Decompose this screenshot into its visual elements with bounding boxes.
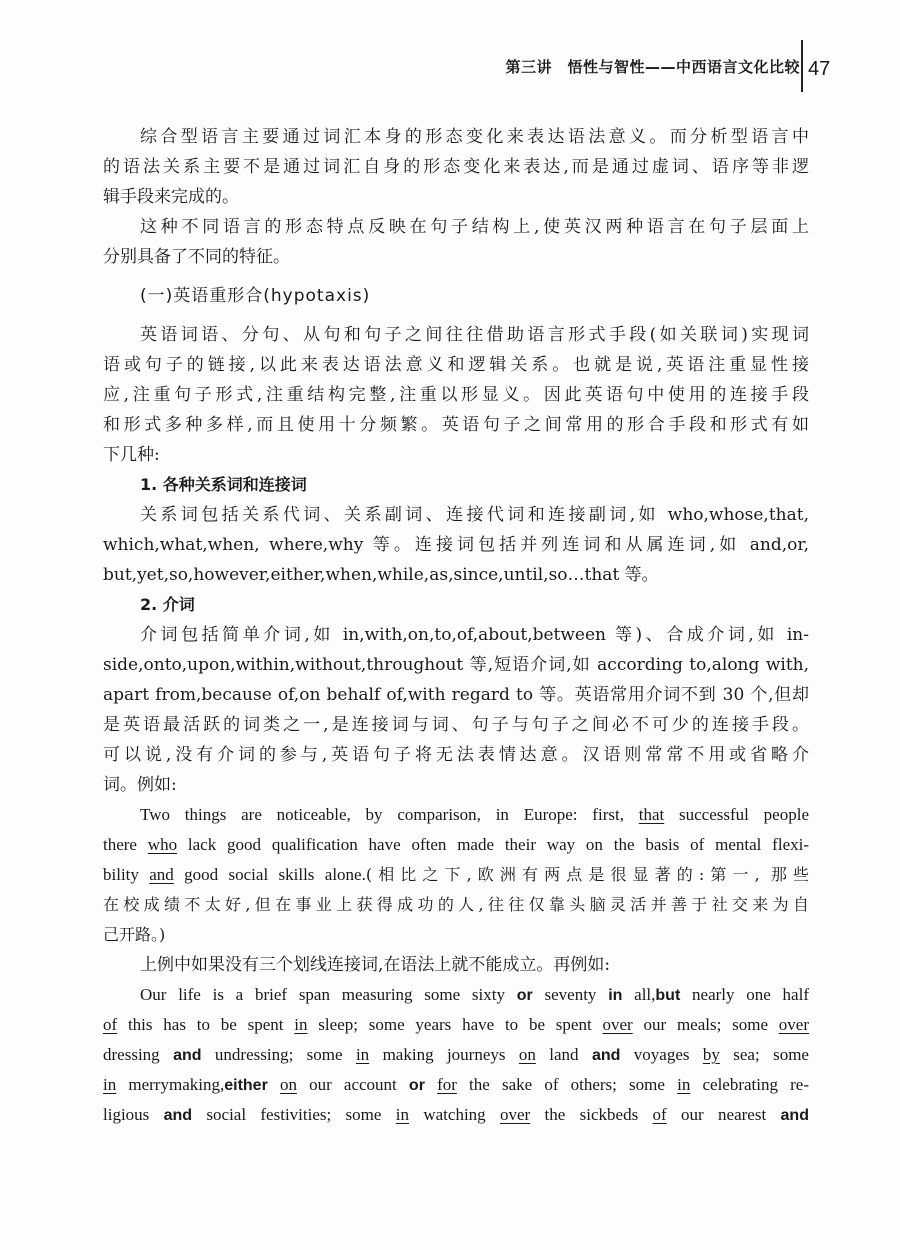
example-line: bility and good social skills alone.(相比之下,欧洲有两点是很显著的:第一, 那些 xyxy=(103,865,809,884)
text-line: 英语词语、分句、从句和句子之间往往借助语言形式手段(如关联词)实现词 xyxy=(140,325,809,345)
text-line: 词。例如: xyxy=(103,775,177,795)
text-line: 和形式多种多样,而且使用十分频繁。英语句子之间常用的形合手段和形式有如 xyxy=(103,415,809,435)
example-line: dressing and undressing; some in making journeys on land and voyages by sea; some xyxy=(103,1045,809,1064)
text-line: side,onto,upon,within,without,throughout 等,短语介词,如 according to,along with, xyxy=(103,655,809,675)
example-line: ligious and social festivities; some in watching over the sickbeds of our nearest and xyxy=(103,1105,809,1124)
page-number: 47 xyxy=(808,58,831,80)
text-line: 的语法关系主要不是通过词汇自身的形态变化来表达,而是通过虚词、语序等非逻 xyxy=(103,157,809,177)
text-line: 上例中如果没有三个划线连接词,在语法上就不能成立。再例如: xyxy=(140,955,611,975)
body-text xyxy=(103,122,809,1130)
subheading: 1. 各种关系词和连接词 xyxy=(140,475,307,494)
text-line: 是英语最活跃的词类之一,是连接词与词、句子与句子之间必不可少的连接手段。 xyxy=(103,715,809,735)
example-line: Two things are noticeable, by comparison, in Europe: first, that successful people xyxy=(140,805,809,824)
text-line: but,yet,so,however,either,when,while,as,since,until,so…that 等。 xyxy=(103,565,659,585)
section-heading: (一)英语重形合(hypotaxis) xyxy=(140,286,371,306)
underlined-connective: who xyxy=(147,835,178,854)
text-line: 语或句子的链接,以此来表达语法意义和逻辑关系。也就是说,英语注重显性接 xyxy=(103,355,809,375)
header-divider xyxy=(801,40,803,92)
example-line: in merrymaking,either on our account or for the sake of others; some in celebrating re- xyxy=(103,1075,810,1094)
running-header xyxy=(100,48,800,88)
text-line: 下几种: xyxy=(103,445,160,465)
text-line: apart from,because of,on behalf of,with regard to 等。英语常用介词不到 30 个,但却 xyxy=(103,685,809,705)
subheading: 2. 介词 xyxy=(140,595,195,614)
text-line: 关系词包括关系代词、关系副词、连接代词和连接副词,如 who,whose,that, xyxy=(140,505,809,525)
text-line: 分别具备了不同的特征。 xyxy=(103,247,290,267)
text-line: which,what,when, where,why 等。连接词包括并列连词和从属连词,如 and,or, xyxy=(103,535,809,555)
text-line: 综合型语言主要通过词汇本身的形态变化来表达语法意义。而分析型语言中 xyxy=(140,127,809,147)
text-line: 介词包括简单介词,如 in,with,on,to,of,about,between 等)、合成介词,如 in- xyxy=(140,625,809,645)
example-translation: 己开路。) xyxy=(103,925,166,944)
example-line: Our life is a brief span measuring some sixty or seventy in all,but nearly one half xyxy=(140,985,809,1004)
text-line: 这种不同语言的形态特点反映在句子结构上,使英汉两种语言在句子层面上 xyxy=(140,217,809,237)
example-line: of this has to be spent in sleep; some years have to be spent over our meals; some over xyxy=(103,1015,809,1034)
text-line: 应,注重句子形式,注重结构完整,注重以形显义。因此英语句中使用的连接手段 xyxy=(103,385,809,405)
example-line: there who lack good qualification have often made their way on the basis of mental flexi- xyxy=(103,835,809,854)
example-translation: 在校成绩不太好,但在事业上获得成功的人,往往仅靠头脑灵活并善于社交来为自 xyxy=(103,895,809,914)
text-line: 辑手段来完成的。 xyxy=(103,187,239,207)
chapter-title: 第三讲 悟性与智性——中西语言文化比较 xyxy=(505,58,800,76)
underlined-connective: that xyxy=(638,805,665,824)
text-line: 可以说,没有介词的参与,英语句子将无法表情达意。汉语则常常不用或省略介 xyxy=(103,745,809,765)
underlined-connective: and xyxy=(149,865,174,884)
